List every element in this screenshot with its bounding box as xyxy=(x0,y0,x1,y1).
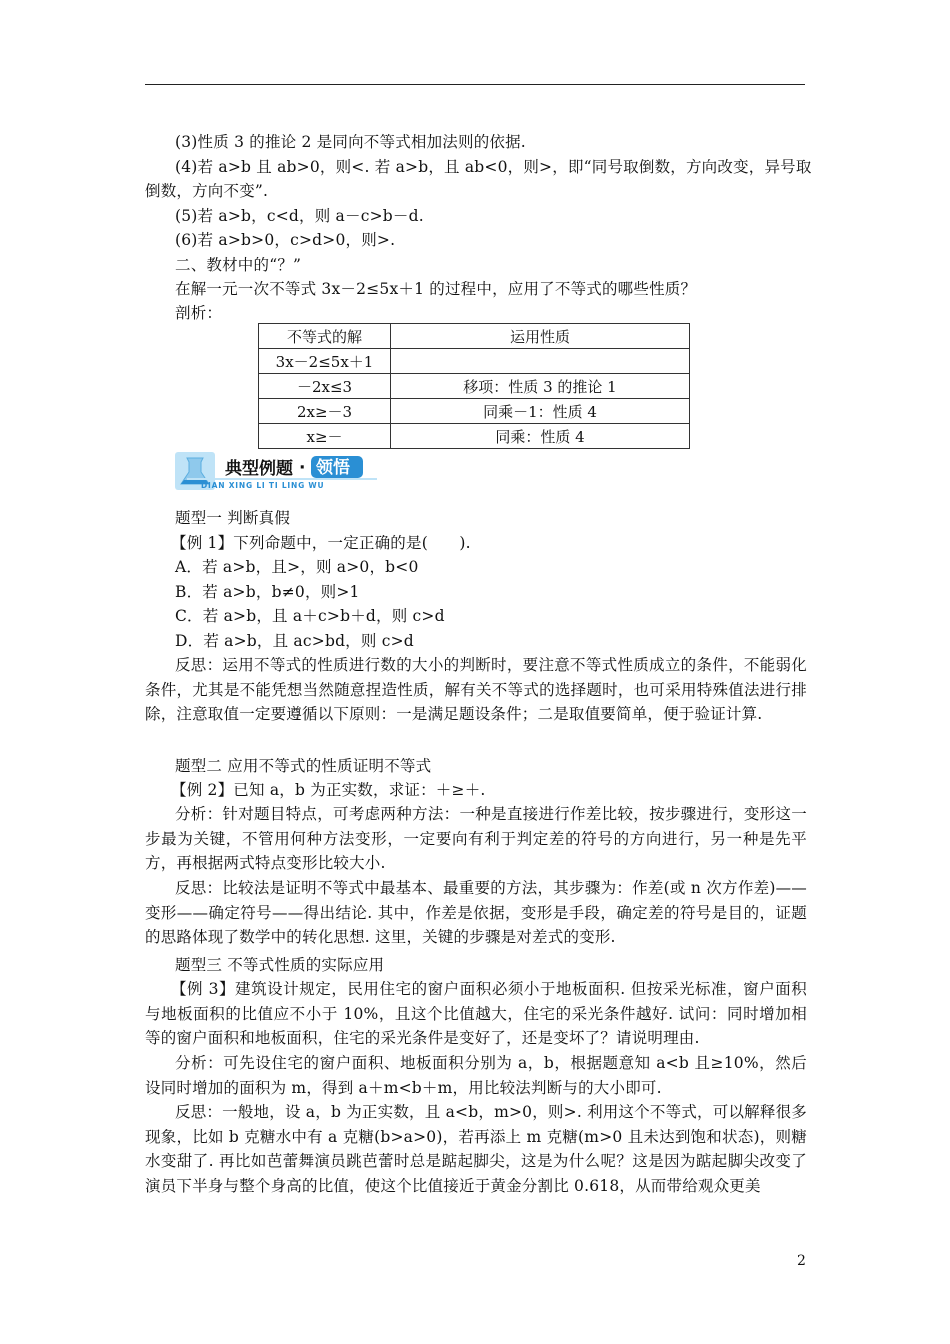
table-cell: 3x－2≤5x＋1 xyxy=(259,349,391,374)
text-line: (3)性质 3 的推论 2 是同向不等式相加法则的依据. xyxy=(175,133,526,151)
text-line: (6)若 a>b>0，c>d>0，则>. xyxy=(175,231,396,249)
banner-dot: · xyxy=(299,458,306,478)
page-number: 2 xyxy=(797,1253,806,1269)
question-type-heading: 题型二 应用不等式的性质证明不等式 xyxy=(175,757,432,775)
reflection-paragraph: 反思：比较法是证明不等式中最基本、最重要的方法，其步骤为：作差(或 n 次方作差)——变形——确定符号——得出结论. 其中，作差是依据，变形是手段，确定差的符号是目的，证题的思路体现了数学中的转化思想. 这里，关键的步骤是对差式的变形. xyxy=(145,879,807,947)
question-type-heading: 题型一 判断真假 xyxy=(175,509,291,527)
table-cell: －2x≤3 xyxy=(259,374,391,399)
header-rule xyxy=(145,84,805,85)
section-heading: 二、教材中的“？” xyxy=(175,256,302,274)
text-line: (5)若 a>b，c<d，则 a－c>b－d. xyxy=(175,207,424,225)
section-banner xyxy=(175,452,390,490)
banner-pinyin: DIAN XING LI TI LING WU xyxy=(201,481,325,490)
option-b: B．若 a>b，b≠0，则>1 xyxy=(175,583,360,601)
solution-table xyxy=(258,323,690,449)
table-header-cell: 不等式的解 xyxy=(259,324,391,349)
banner-tag: 领悟 xyxy=(316,458,350,478)
option-a: A．若 a>b，且>，则 a>0，b<0 xyxy=(175,558,419,576)
table-cell: 移项：性质 3 的推论 1 xyxy=(391,374,690,399)
option-d: D．若 a>b，且 ac>bd，则 c>d xyxy=(175,632,414,650)
text-line: 在解一元一次不等式 3x－2≤5x＋1 的过程中，应用了不等式的哪些性质？ xyxy=(175,280,697,298)
table-cell: 2x≥－3 xyxy=(259,399,391,424)
table-row xyxy=(259,424,690,449)
table-header-cell: 运用性质 xyxy=(391,324,690,349)
table-row xyxy=(259,349,690,374)
reflection-paragraph: 反思：一般地，设 a，b 为正实数，且 a<b，m>0，则>. 利用这个不等式，可以解释很多现象，比如 b 克糖水中有 a 克糖(b>a>0)，若再添上 m 克糖(m>0 且未达到饱和状态)，则糖水变甜了. 再比如芭蕾舞演员跳芭蕾时总是踮起脚尖，这是为什么呢？这是因为踮起脚尖改变了演员下半身与整个身高的比值，使这个比值接近于黄金分割比 0.618，从而带给观众更美 xyxy=(145,1103,807,1195)
example-title: 【例 1】下列命题中，一定正确的是( ). xyxy=(171,534,471,552)
text-line: 倒数，方向不变”. xyxy=(145,182,269,200)
analysis-paragraph: 分析：可先设住宅的窗户面积、地板面积分别为 a，b，根据题意知 a<b 且≥10%，然后设同时增加的面积为 m，得到 a＋m<b＋m，用比较法判断与的大小即可. xyxy=(145,1054,807,1097)
table-row xyxy=(259,374,690,399)
reflection-paragraph: 反思：运用不等式的性质进行数的大小的判断时，要注意不等式性质成立的条件，不能弱化条件，尤其是不能凭想当然随意捏造性质，解有关不等式的选择题时，也可采用特殊值法进行排除，注意取值一定要遵循以下原则：一是满足题设条件；二是取值要简单，便于验证计算. xyxy=(145,656,807,724)
text-line: (4)若 a>b 且 ab>0，则<. 若 a>b，且 ab<0，则>，即“同号取倒数，方向改变，异号取 xyxy=(175,158,812,176)
table-cell xyxy=(391,349,690,374)
example-paragraph: 【例 3】建筑设计规定，民用住宅的窗户面积必须小于地板面积. 但按采光标准，窗户面积与地板面积的比值应不小于 10%，且这个比值越大，住宅的采光条件越好. 试问：同时增加相等的窗户面积和地板面积，住宅的采光条件是变好了，还是变坏了？请说明理由. xyxy=(145,980,807,1048)
table-cell: 同乘：性质 4 xyxy=(391,424,690,449)
table-row xyxy=(259,399,690,424)
example-title: 【例 2】已知 a，b 为正实数，求证：＋≥＋. xyxy=(171,781,486,799)
question-type-heading: 题型三 不等式性质的实际应用 xyxy=(175,956,385,974)
table-cell: x≥－ xyxy=(259,424,391,449)
banner-title: 典型例题 xyxy=(225,459,293,479)
option-c: C．若 a>b，且 a＋c>b＋d，则 c>d xyxy=(175,607,445,625)
text-line: 剖析： xyxy=(175,304,223,322)
table-header-row xyxy=(259,324,690,349)
table-cell: 同乘－1：性质 4 xyxy=(391,399,690,424)
analysis-paragraph: 分析：针对题目特点，可考虑两种方法：一种是直接进行作差比较，按步骤进行，变形这一步最为关键，不管用何种方法变形，一定要向有利于判定差的符号的方向进行，另一种是先平方，再根据两式特点变形比较大小. xyxy=(145,805,807,873)
